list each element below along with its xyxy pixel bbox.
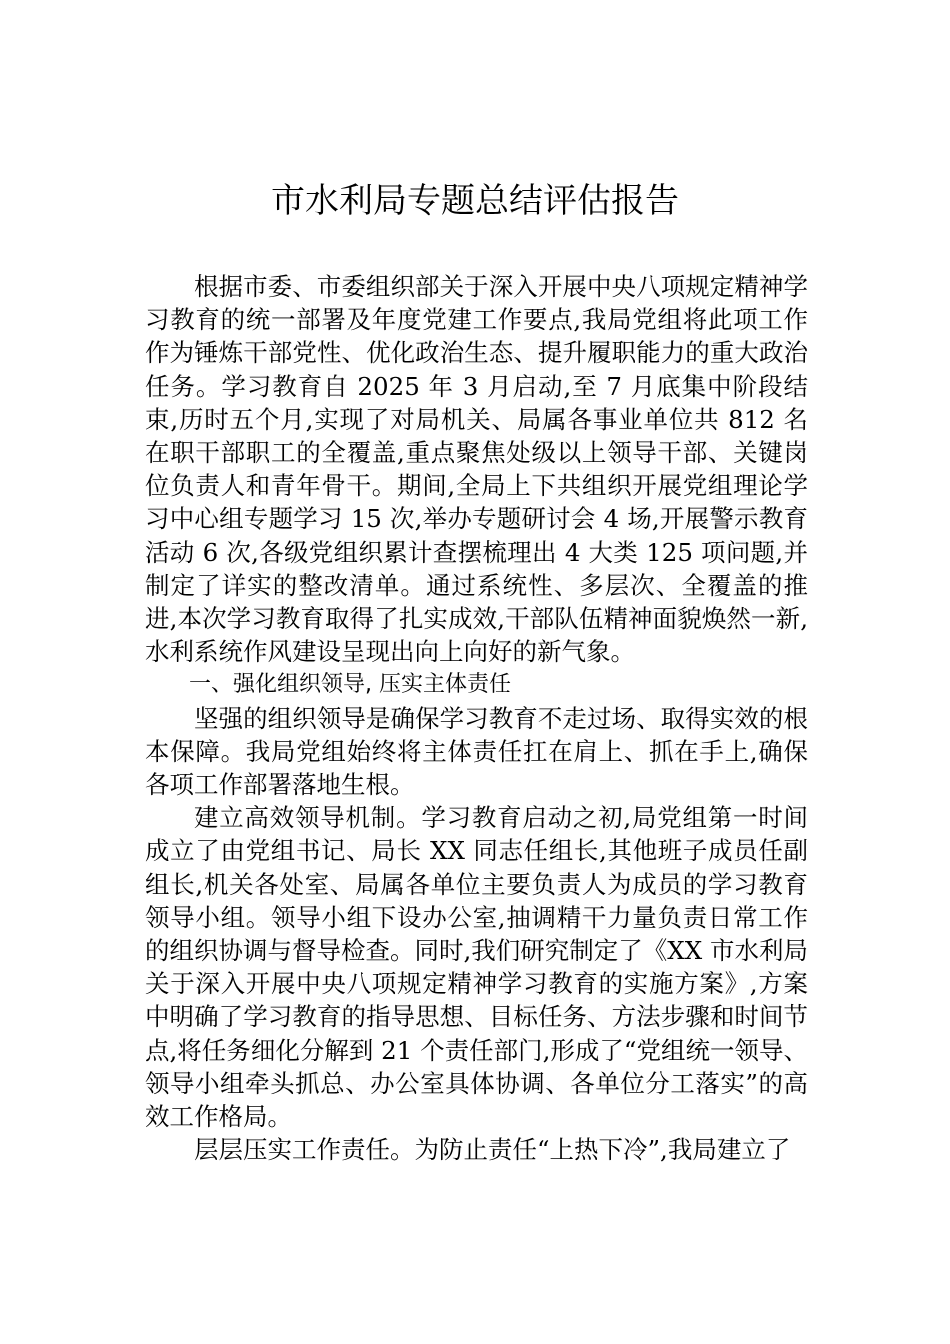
responsibility-paragraph: 层层压实工作责任。为防止责任“上热下冷”,我局建立了: [194, 1135, 791, 1165]
intro-paragraph: 根据市委、市委组织部关于深入开展中央八项规定精神学习教育的统一部署及年度党建工作要点,我局党组将此项工作作为锤炼干部党性、优化政治生态、提升履职能力的重大政治任务。学习教育自 2025 年 3 月启动,至 7 月底集中阶段结束,历时五个月,实现了对局机关、局属各事业单位共 812 名在职干部职工的全覆盖,重点聚焦处级以上领导干部、关键岗位负责人和青年骨干。期间,全局上下共组织开展党组理论学习中心组专题学习 15 次,举办专题研讨会 4 场,开展警示教育活动 6 次,各级党组织累计查摆梳理出 4 大类 125 项问题,并制定了详实的整改清单。通过系统性、多层次、全覆盖的推进,本次学习教育取得了扎实成效,干部队伍精神面貌焕然一新,水利系统作风建设呈现出向上向好的新气象。: [145, 272, 808, 667]
section-intro-paragraph: 坚强的组织领导是确保学习教育不走过场、取得实效的根本保障。我局党组始终将主体责任扛在肩上、抓在手上,确保各项工作部署落地生根。: [145, 703, 808, 800]
section-heading: 一、强化组织领导, 压实主体责任: [189, 672, 511, 698]
leadership-mechanism-paragraph: 建立高效领导机制。学习教育启动之初,局党组第一时间成立了由党组书记、局长 XX 同志任组长,其他班子成员任副组长,机关各处室、局属各单位主要负责人为成员的学习教育领导小组。领导小组下设办公室,抽调精干力量负责日常工作的组织协调与督导检查。同时,我们研究制定了《XX 市水利局关于深入开展中央八项规定精神学习教育的实施方案》,方案中明确了学习教育的指导思想、目标任务、方法步骤和时间节点,将任务细化分解到 21 个责任部门,形成了“党组统一领导、领导小组牵头抓总、办公室具体协调、各单位分工落实”的高效工作格局。: [145, 803, 808, 1132]
document-title: 市水利局专题总结评估报告: [271, 181, 679, 221]
document-body: [145, 270, 808, 1166]
